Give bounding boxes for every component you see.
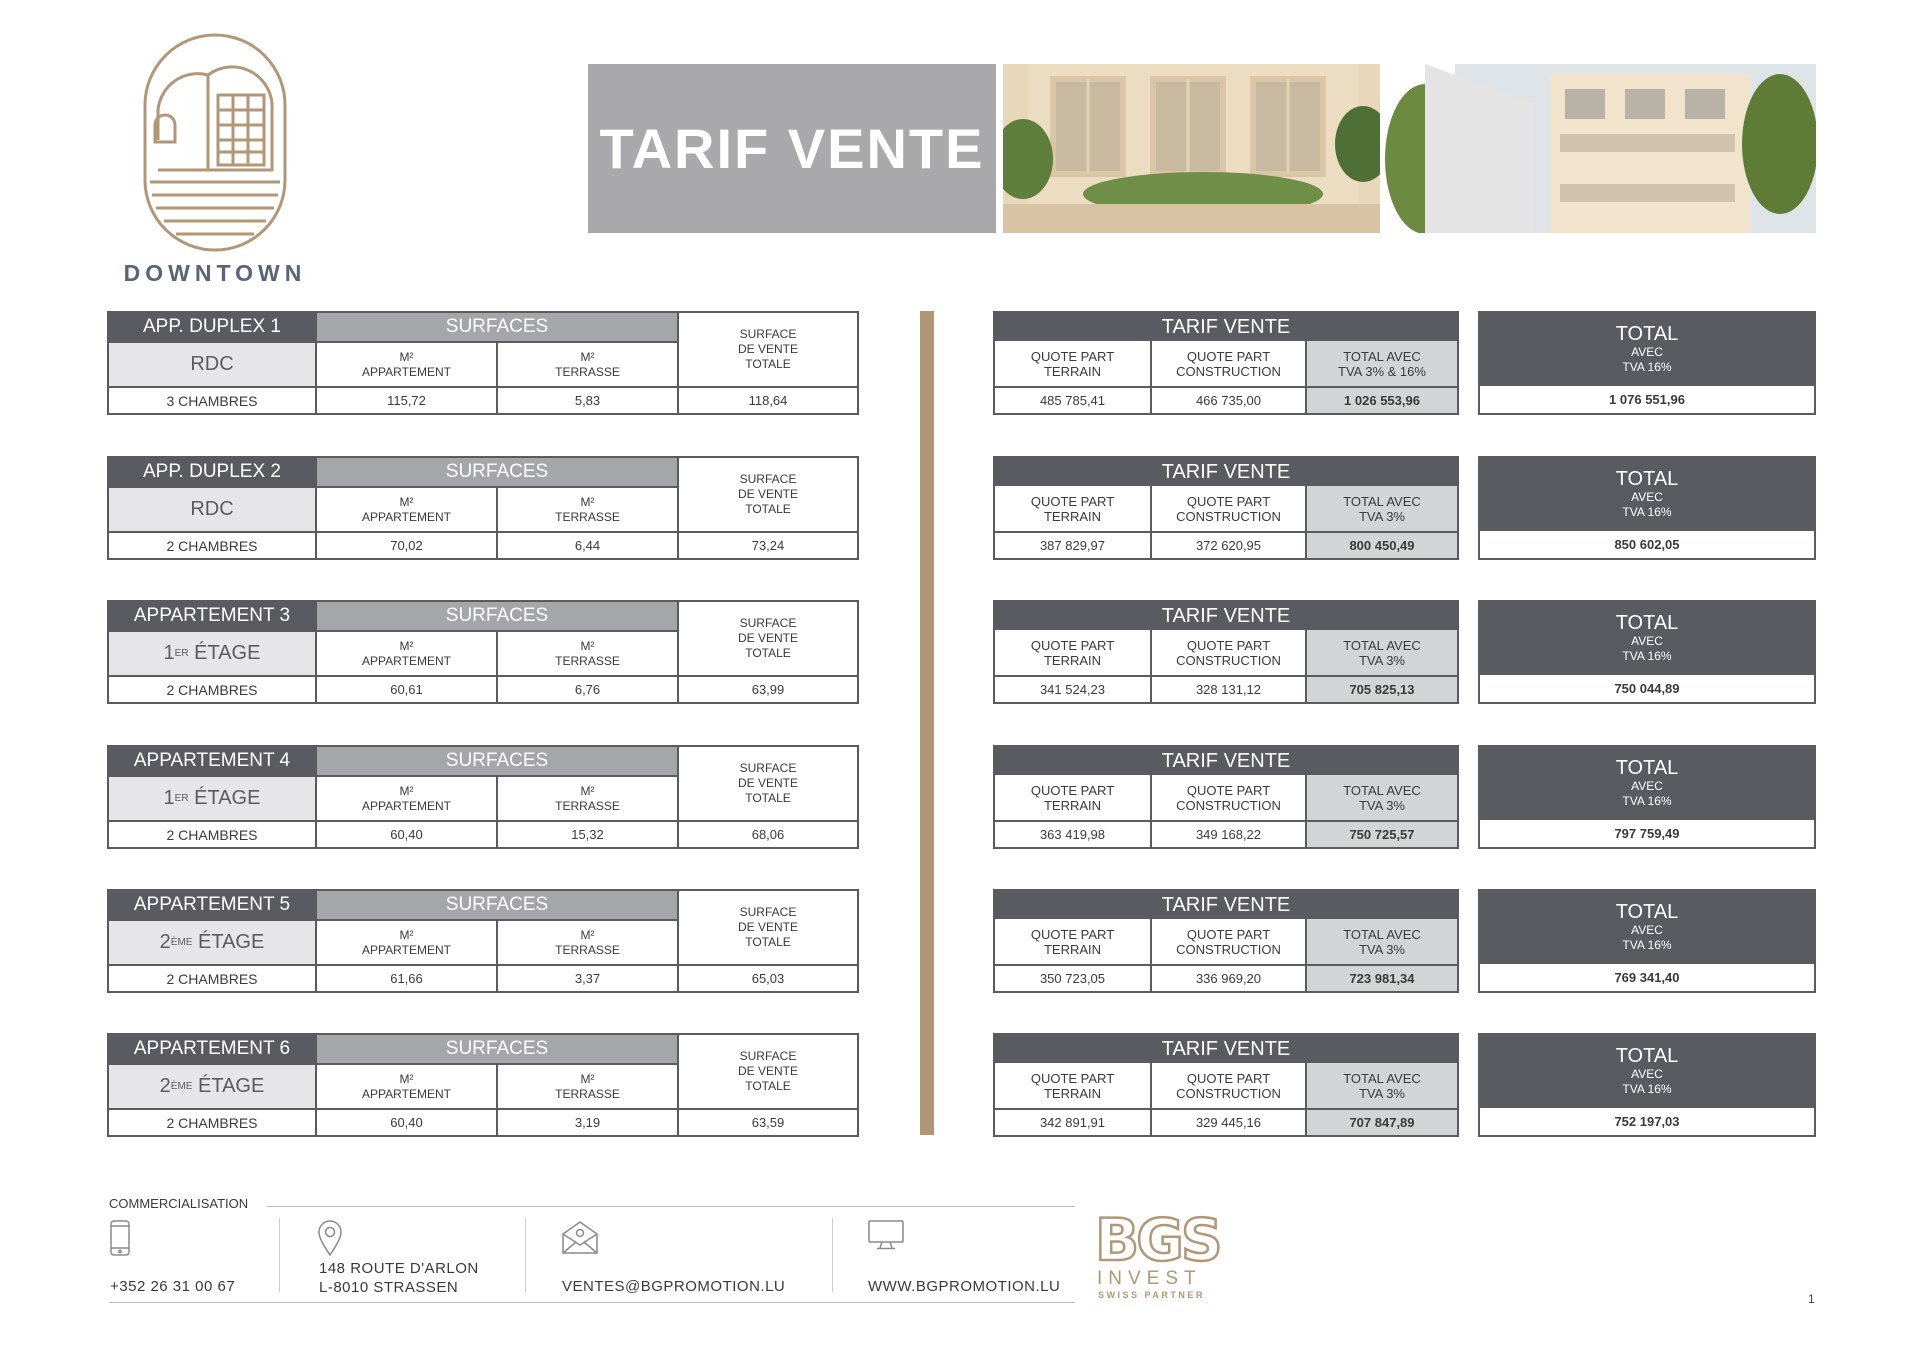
apartment-label: APPARTEMENT	[362, 1086, 451, 1101]
totale-label: TOTALE	[745, 646, 791, 660]
footer-separator	[832, 1218, 833, 1292]
quote-part-label: QUOTE PART	[1030, 348, 1115, 364]
level-suffix: ER	[174, 648, 189, 659]
total-avec-label: TOTAL AVEC	[1343, 782, 1421, 798]
title-banner	[588, 64, 996, 233]
building-facade-photo	[1003, 64, 1380, 233]
construction-label: CONSTRUCTION	[1176, 1085, 1281, 1101]
unit-name: APPARTEMENT 6	[109, 1035, 315, 1063]
apartment-area-header	[315, 341, 496, 386]
quote-part-label: QUOTE PART	[1186, 348, 1271, 364]
level-word: ÉTAGE	[192, 1075, 265, 1097]
address-line-1: 148 ROUTE D'ARLON	[319, 1260, 479, 1277]
total-vat-header	[1305, 775, 1457, 820]
apartment-area-header	[315, 486, 496, 531]
vertical-divider	[920, 311, 934, 1135]
construction-share-header	[1150, 341, 1305, 386]
unit-level	[109, 1063, 315, 1108]
tarif-vente-header: TARIF VENTE	[995, 313, 1457, 341]
price-table	[993, 889, 1459, 993]
totale-label: TOTALE	[745, 357, 791, 371]
logo-tagline: SWISS PARTNER	[1098, 1290, 1205, 1300]
total-vat16-value: 1 076 551,96	[1609, 392, 1685, 407]
construction-label: CONSTRUCTION	[1176, 363, 1281, 379]
construction-share-value: 372 620,95	[1150, 531, 1305, 558]
terrace-area-header	[496, 775, 677, 820]
land-share-header	[995, 341, 1150, 386]
total-header	[1480, 458, 1814, 531]
price-table	[993, 600, 1459, 704]
land-share-value: 341 524,23	[995, 675, 1150, 702]
quote-part-label: QUOTE PART	[1186, 493, 1271, 509]
quote-part-label: QUOTE PART	[1186, 782, 1271, 798]
building-exterior-photo	[1385, 64, 1816, 233]
total-vat-value: 1 026 553,96	[1305, 386, 1457, 413]
total-area-header	[677, 313, 857, 386]
computer-monitor-icon	[868, 1220, 904, 1255]
price-table	[993, 1033, 1459, 1137]
total-avec-label: TOTAL AVEC	[1343, 348, 1421, 364]
surface-label: SURFACE	[739, 327, 797, 341]
unit-table	[107, 311, 859, 415]
construction-share-header	[1150, 630, 1305, 675]
total-area-header	[677, 602, 857, 675]
total-vat-header	[1305, 486, 1457, 531]
rooms-count: 2 CHAMBRES	[109, 820, 315, 847]
m2-label: M²	[399, 638, 414, 653]
vat16-label: TVA 16%	[1622, 505, 1672, 519]
total-label: TOTAL	[1615, 757, 1679, 779]
level-suffix: ÈME	[170, 1081, 193, 1092]
total-avec-label: TOTAL AVEC	[1343, 1070, 1421, 1086]
apartment-label: APPARTEMENT	[362, 364, 451, 379]
total-price-box	[1478, 311, 1816, 415]
level-number: RDC	[190, 353, 234, 375]
unit-name: APPARTEMENT 5	[109, 891, 315, 919]
total-vat-value: 750 725,57	[1305, 820, 1457, 847]
terrace-area-header	[496, 486, 677, 531]
total-vat-header	[1305, 919, 1457, 964]
unit-name: APPARTEMENT 4	[109, 747, 315, 775]
apartment-label: APPARTEMENT	[362, 942, 451, 957]
totale-label: TOTALE	[745, 1079, 791, 1093]
total-price-box	[1478, 889, 1816, 993]
quote-part-label: QUOTE PART	[1030, 493, 1115, 509]
commercialisation-label: COMMERCIALISATION	[109, 1196, 249, 1211]
terrace-label: TERRASSE	[555, 1086, 620, 1101]
construction-share-value: 329 445,16	[1150, 1108, 1305, 1135]
total-header	[1480, 747, 1814, 820]
avec-label: AVEC	[1631, 779, 1663, 793]
de-vente-label: DE VENTE	[737, 342, 798, 356]
email-link[interactable]: VENTES@BGPROMOTION.LU	[562, 1278, 786, 1295]
land-share-value: 387 829,97	[995, 531, 1150, 558]
apartment-area-value: 115,72	[315, 386, 496, 413]
brand-name: DOWNTOWN	[123, 260, 307, 286]
bgs-invest-logo	[1095, 1205, 1225, 1305]
rooms-count: 2 CHAMBRES	[109, 1108, 315, 1135]
construction-share-value: 349 168,22	[1150, 820, 1305, 847]
terrace-area-value: 6,76	[496, 675, 677, 702]
unit-level	[109, 341, 315, 386]
total-vat16-value: 797 759,49	[1614, 826, 1680, 841]
address-line-2: L-8010 STRASSEN	[319, 1279, 459, 1296]
unit-level	[109, 630, 315, 675]
location-pin-icon	[318, 1220, 342, 1261]
apartment-area-value: 70,02	[315, 531, 496, 558]
vat-rate-label: TVA 3% & 16%	[1338, 363, 1426, 379]
m2-label: M²	[399, 494, 414, 509]
rooms-count: 2 CHAMBRES	[109, 964, 315, 991]
m2-label: M²	[580, 349, 595, 364]
surface-label: SURFACE	[739, 761, 797, 775]
m2-label: M²	[580, 1071, 595, 1086]
total-vat16-value: 769 341,40	[1614, 970, 1680, 985]
total-label: TOTAL	[1615, 612, 1679, 634]
m2-label: M²	[399, 927, 414, 942]
land-share-header	[995, 1063, 1150, 1108]
quote-part-label: QUOTE PART	[1186, 637, 1271, 653]
total-avec-label: TOTAL AVEC	[1343, 637, 1421, 653]
level-word: ÉTAGE	[192, 931, 265, 953]
level-number: 1	[163, 642, 175, 664]
totale-label: TOTALE	[745, 791, 791, 805]
footer-rule-bottom	[109, 1302, 1075, 1303]
unit-table	[107, 456, 859, 560]
total-vat16-value: 850 602,05	[1614, 537, 1680, 552]
total-vat-value: 800 450,49	[1305, 531, 1457, 558]
m2-label: M²	[399, 349, 414, 364]
tarif-vente-header: TARIF VENTE	[995, 891, 1457, 919]
quote-part-label: QUOTE PART	[1030, 637, 1115, 653]
m2-label: M²	[580, 494, 595, 509]
avec-label: AVEC	[1631, 923, 1663, 937]
apartment-area-header	[315, 1063, 496, 1108]
total-area-value: 68,06	[677, 820, 857, 847]
construction-label: CONSTRUCTION	[1176, 652, 1281, 668]
land-share-header	[995, 630, 1150, 675]
avec-label: AVEC	[1631, 490, 1663, 504]
surfaces-header: SURFACES	[315, 747, 677, 775]
vat16-label: TVA 16%	[1622, 794, 1672, 808]
terrain-label: TERRAIN	[1043, 363, 1102, 379]
de-vente-label: DE VENTE	[737, 487, 798, 501]
apartment-label: APPARTEMENT	[362, 798, 451, 813]
logo-invest: INVEST	[1097, 1268, 1202, 1289]
level-suffix: ER	[174, 793, 189, 804]
quote-part-label: QUOTE PART	[1030, 1070, 1115, 1086]
quote-part-label: QUOTE PART	[1030, 782, 1115, 798]
rooms-count: 2 CHAMBRES	[109, 675, 315, 702]
tarif-vente-header: TARIF VENTE	[995, 602, 1457, 630]
total-vat-value: 705 825,13	[1305, 675, 1457, 702]
email-envelope-icon	[562, 1220, 598, 1259]
apartment-area-header	[315, 630, 496, 675]
land-share-header	[995, 775, 1150, 820]
total-label: TOTAL	[1615, 901, 1679, 923]
unit-table	[107, 889, 859, 993]
construction-share-value: 466 735,00	[1150, 386, 1305, 413]
total-vat-value: 723 981,34	[1305, 964, 1457, 991]
total-price-box	[1478, 600, 1816, 704]
construction-label: CONSTRUCTION	[1176, 797, 1281, 813]
unit-table	[107, 600, 859, 704]
apartment-label: APPARTEMENT	[362, 509, 451, 524]
unit-name: APP. DUPLEX 2	[109, 458, 315, 486]
avec-label: AVEC	[1631, 1067, 1663, 1081]
vat16-label: TVA 16%	[1622, 938, 1672, 952]
total-avec-label: TOTAL AVEC	[1343, 493, 1421, 509]
terrain-label: TERRAIN	[1043, 652, 1102, 668]
land-share-value: 363 419,98	[995, 820, 1150, 847]
total-vat-value: 707 847,89	[1305, 1108, 1457, 1135]
terrace-area-value: 5,83	[496, 386, 677, 413]
total-area-value: 118,64	[677, 386, 857, 413]
rooms-count: 2 CHAMBRES	[109, 531, 315, 558]
level-number: 1	[163, 787, 175, 809]
unit-level	[109, 486, 315, 531]
apartment-area-header	[315, 775, 496, 820]
m2-label: M²	[580, 783, 595, 798]
terrain-label: TERRAIN	[1043, 1085, 1102, 1101]
downtown-logo	[140, 30, 290, 255]
total-vat16-value: 752 197,03	[1614, 1114, 1680, 1129]
total-area-header	[677, 1035, 857, 1108]
terrace-area-value: 3,19	[496, 1108, 677, 1135]
total-header	[1480, 1035, 1814, 1108]
page-number: 1	[1808, 1292, 1815, 1306]
construction-share-header	[1150, 919, 1305, 964]
terrain-label: TERRAIN	[1043, 941, 1102, 957]
total-area-header	[677, 747, 857, 820]
apartment-area-value: 61,66	[315, 964, 496, 991]
price-table	[993, 311, 1459, 415]
logo-monogram: BGS	[1095, 1206, 1220, 1274]
page-title: TARIF VENTE	[599, 117, 985, 180]
surface-label: SURFACE	[739, 616, 797, 630]
level-word: ÉTAGE	[188, 642, 261, 664]
construction-share-header	[1150, 775, 1305, 820]
total-header	[1480, 891, 1814, 964]
surfaces-header: SURFACES	[315, 313, 677, 341]
total-area-value: 73,24	[677, 531, 857, 558]
terrace-label: TERRASSE	[555, 364, 620, 379]
unit-level	[109, 919, 315, 964]
level-number: 2	[159, 1075, 171, 1097]
total-area-value: 65,03	[677, 964, 857, 991]
total-price-box	[1478, 456, 1816, 560]
totale-label: TOTALE	[745, 502, 791, 516]
m2-label: M²	[399, 1071, 414, 1086]
unit-table	[107, 745, 859, 849]
de-vente-label: DE VENTE	[737, 920, 798, 934]
footer-separator	[525, 1218, 526, 1292]
surfaces-header: SURFACES	[315, 458, 677, 486]
surface-label: SURFACE	[739, 905, 797, 919]
m2-label: M²	[580, 638, 595, 653]
total-header	[1480, 602, 1814, 675]
total-label: TOTAL	[1615, 323, 1679, 345]
total-area-header	[677, 891, 857, 964]
vat16-label: TVA 16%	[1622, 360, 1672, 374]
avec-label: AVEC	[1631, 345, 1663, 359]
terrace-area-header	[496, 341, 677, 386]
construction-share-value: 336 969,20	[1150, 964, 1305, 991]
total-label: TOTAL	[1615, 1045, 1679, 1067]
totale-label: TOTALE	[745, 935, 791, 949]
construction-share-value: 328 131,12	[1150, 675, 1305, 702]
land-share-value: 350 723,05	[995, 964, 1150, 991]
terrace-area-value: 3,37	[496, 964, 677, 991]
level-number: RDC	[190, 498, 234, 520]
total-area-header	[677, 458, 857, 531]
level-word: ÉTAGE	[188, 787, 261, 809]
terrain-label: TERRAIN	[1043, 508, 1102, 524]
total-avec-label: TOTAL AVEC	[1343, 926, 1421, 942]
total-price-box	[1478, 1033, 1816, 1137]
terrace-area-value: 6,44	[496, 531, 677, 558]
price-table	[993, 745, 1459, 849]
price-table	[993, 456, 1459, 560]
vat16-label: TVA 16%	[1622, 1082, 1672, 1096]
total-label: TOTAL	[1615, 468, 1679, 490]
apartment-area-header	[315, 919, 496, 964]
terrace-label: TERRASSE	[555, 509, 620, 524]
unit-table	[107, 1033, 859, 1137]
surface-label: SURFACE	[739, 472, 797, 486]
vat-rate-label: TVA 3%	[1358, 941, 1405, 957]
footer-separator	[279, 1218, 280, 1292]
total-vat-header	[1305, 1063, 1457, 1108]
apartment-area-value: 60,40	[315, 820, 496, 847]
surfaces-header: SURFACES	[315, 602, 677, 630]
construction-label: CONSTRUCTION	[1176, 941, 1281, 957]
construction-label: CONSTRUCTION	[1176, 508, 1281, 524]
total-vat-header	[1305, 341, 1457, 386]
de-vente-label: DE VENTE	[737, 1064, 798, 1078]
terrace-label: TERRASSE	[555, 798, 620, 813]
terrace-area-header	[496, 919, 677, 964]
avec-label: AVEC	[1631, 634, 1663, 648]
vat-rate-label: TVA 3%	[1358, 508, 1405, 524]
unit-level	[109, 775, 315, 820]
apartment-label: APPARTEMENT	[362, 653, 451, 668]
vat16-label: TVA 16%	[1622, 649, 1672, 663]
apartment-area-value: 60,40	[315, 1108, 496, 1135]
apartment-area-value: 60,61	[315, 675, 496, 702]
terrace-area-header	[496, 1063, 677, 1108]
land-share-value: 342 891,91	[995, 1108, 1150, 1135]
land-share-header	[995, 486, 1150, 531]
vat-rate-label: TVA 3%	[1358, 797, 1405, 813]
surface-label: SURFACE	[739, 1049, 797, 1063]
total-vat16-value: 750 044,89	[1614, 681, 1680, 696]
quote-part-label: QUOTE PART	[1186, 926, 1271, 942]
m2-label: M²	[399, 783, 414, 798]
land-share-header	[995, 919, 1150, 964]
construction-share-header	[1150, 486, 1305, 531]
level-suffix: ÈME	[170, 937, 193, 948]
de-vente-label: DE VENTE	[737, 631, 798, 645]
tarif-vente-header: TARIF VENTE	[995, 1035, 1457, 1063]
rooms-count: 3 CHAMBRES	[109, 386, 315, 413]
m2-label: M²	[580, 927, 595, 942]
address	[319, 1259, 479, 1297]
phone-number[interactable]: +352 26 31 00 67	[110, 1278, 236, 1295]
tarif-vente-header: TARIF VENTE	[995, 458, 1457, 486]
total-vat-header	[1305, 630, 1457, 675]
level-number: 2	[159, 931, 171, 953]
unit-name: APP. DUPLEX 1	[109, 313, 315, 341]
total-area-value: 63,99	[677, 675, 857, 702]
tarif-vente-header: TARIF VENTE	[995, 747, 1457, 775]
land-share-value: 485 785,41	[995, 386, 1150, 413]
surfaces-header: SURFACES	[315, 1035, 677, 1063]
quote-part-label: QUOTE PART	[1186, 1070, 1271, 1086]
terrace-area-value: 15,32	[496, 820, 677, 847]
quote-part-label: QUOTE PART	[1030, 926, 1115, 942]
surfaces-header: SURFACES	[315, 891, 677, 919]
mobile-phone-icon	[110, 1220, 130, 1261]
construction-share-header	[1150, 1063, 1305, 1108]
total-header	[1480, 313, 1814, 386]
vat-rate-label: TVA 3%	[1358, 652, 1405, 668]
total-price-box	[1478, 745, 1816, 849]
terrace-area-header	[496, 630, 677, 675]
terrace-label: TERRASSE	[555, 653, 620, 668]
terrain-label: TERRAIN	[1043, 797, 1102, 813]
website-link[interactable]: WWW.BGPROMOTION.LU	[868, 1278, 1061, 1295]
de-vente-label: DE VENTE	[737, 776, 798, 790]
total-area-value: 63,59	[677, 1108, 857, 1135]
vat-rate-label: TVA 3%	[1358, 1085, 1405, 1101]
terrace-label: TERRASSE	[555, 942, 620, 957]
footer-rule-top	[267, 1206, 1075, 1207]
unit-name: APPARTEMENT 3	[109, 602, 315, 630]
